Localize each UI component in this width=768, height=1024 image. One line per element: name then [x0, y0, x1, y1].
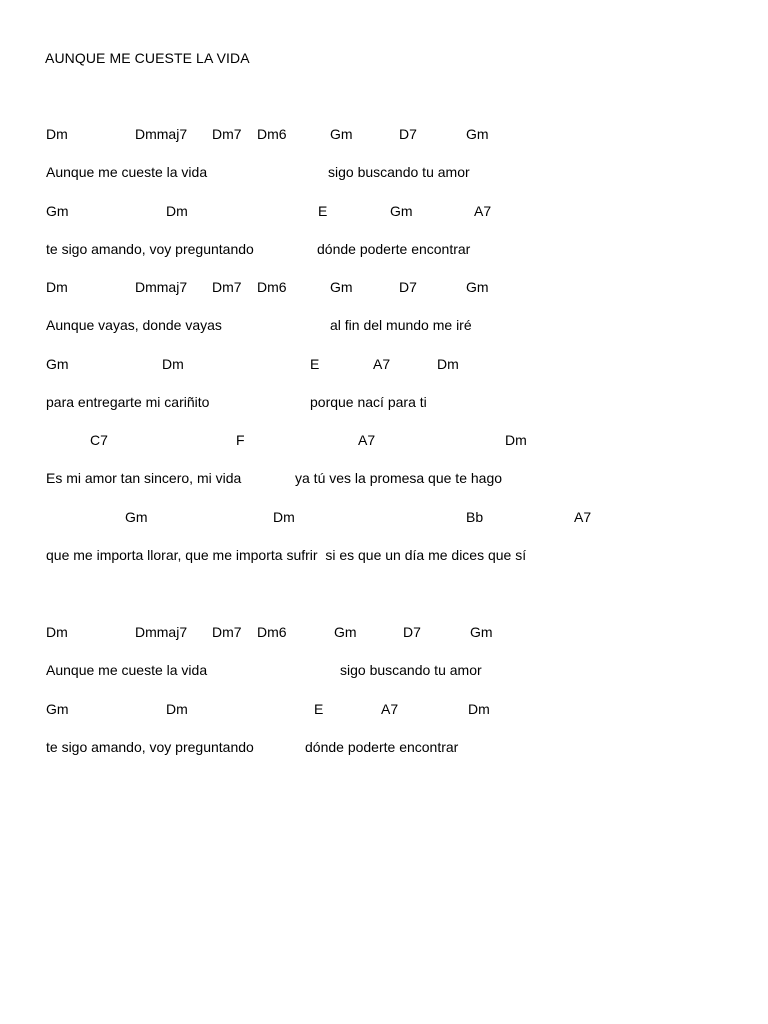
chord: Dm — [437, 356, 459, 372]
lyric-segment: Aunque me cueste la vida — [46, 164, 208, 180]
chord: D7 — [399, 279, 417, 295]
chord-line — [0, 509, 768, 527]
chord: E — [314, 701, 324, 717]
chord: Gm — [46, 203, 69, 219]
chord: Bb — [466, 509, 484, 525]
lyric-segment: para entregarte mi cariñito — [46, 394, 210, 410]
lyric-segment: te sigo amando, voy preguntando — [46, 739, 254, 755]
chord: Gm — [330, 126, 353, 142]
song-title: AUNQUE ME CUESTE LA VIDA — [45, 50, 250, 66]
lyric-line — [0, 164, 768, 182]
chord: Gm — [46, 356, 69, 372]
chord: Gm — [390, 203, 413, 219]
chord: Dm — [166, 701, 188, 717]
chord-line — [0, 126, 768, 144]
chord-line — [0, 624, 768, 642]
chord-line — [0, 432, 768, 450]
lyric-segment: que me importa llorar, que me importa sufrir si es que un día me dices que sí — [46, 547, 527, 563]
lyric-segment: Aunque me cueste la vida — [46, 662, 208, 678]
lyric-line — [0, 241, 768, 259]
chord: D7 — [403, 624, 421, 640]
lyric-segment: Aunque vayas, donde vayas — [46, 317, 222, 333]
chord: Dm7 — [212, 279, 242, 295]
lyric-line — [0, 470, 768, 488]
chord: Gm — [125, 509, 148, 525]
lyric-segment: ya tú ves la promesa que te hago — [295, 470, 503, 486]
chord: Gm — [46, 701, 69, 717]
chord: Dm — [46, 624, 68, 640]
chord: Gm — [334, 624, 357, 640]
lyric-segment: porque nací para ti — [310, 394, 427, 410]
chord: E — [318, 203, 328, 219]
chord: Dmmaj7 — [135, 126, 188, 142]
lyric-segment: dónde poderte encontrar — [305, 739, 459, 755]
chord-line — [0, 279, 768, 297]
chord: A7 — [373, 356, 391, 372]
lyric-segment: sigo buscando tu amor — [340, 662, 482, 678]
chord: Dmmaj7 — [135, 624, 188, 640]
chord: A7 — [474, 203, 492, 219]
lyric-line — [0, 317, 768, 335]
chord: Gm — [470, 624, 493, 640]
chord: A7 — [381, 701, 399, 717]
chord: Dm — [46, 279, 68, 295]
lyric-line — [0, 662, 768, 680]
chord: Dm — [162, 356, 184, 372]
lyric-segment: sigo buscando tu amor — [328, 164, 470, 180]
lyric-segment: Es mi amor tan sincero, mi vida — [46, 470, 242, 486]
chord: Gm — [466, 126, 489, 142]
chord: Dm — [273, 509, 295, 525]
chord: A7 — [574, 509, 592, 525]
chord: D7 — [399, 126, 417, 142]
chord: Dm7 — [212, 126, 242, 142]
lyric-line — [0, 547, 768, 565]
chord: Dm7 — [212, 624, 242, 640]
lyric-segment: te sigo amando, voy preguntando — [46, 241, 254, 257]
chord: Gm — [330, 279, 353, 295]
chord: Dm — [46, 126, 68, 142]
chord: E — [310, 356, 320, 372]
chord: Gm — [466, 279, 489, 295]
chord: C7 — [90, 432, 108, 448]
chord-line — [0, 356, 768, 374]
chord: Dmmaj7 — [135, 279, 188, 295]
chord: F — [236, 432, 245, 448]
lyric-line — [0, 394, 768, 412]
chord-line — [0, 701, 768, 719]
chord-line — [0, 203, 768, 221]
chord: Dm — [166, 203, 188, 219]
chord: Dm — [505, 432, 527, 448]
lyric-segment: dónde poderte encontrar — [317, 241, 471, 257]
lyric-segment: al fin del mundo me iré — [330, 317, 472, 333]
lyric-line — [0, 739, 768, 757]
chord: Dm6 — [257, 279, 287, 295]
chord: A7 — [358, 432, 376, 448]
chord: Dm — [468, 701, 490, 717]
chord: Dm6 — [257, 126, 287, 142]
chord: Dm6 — [257, 624, 287, 640]
